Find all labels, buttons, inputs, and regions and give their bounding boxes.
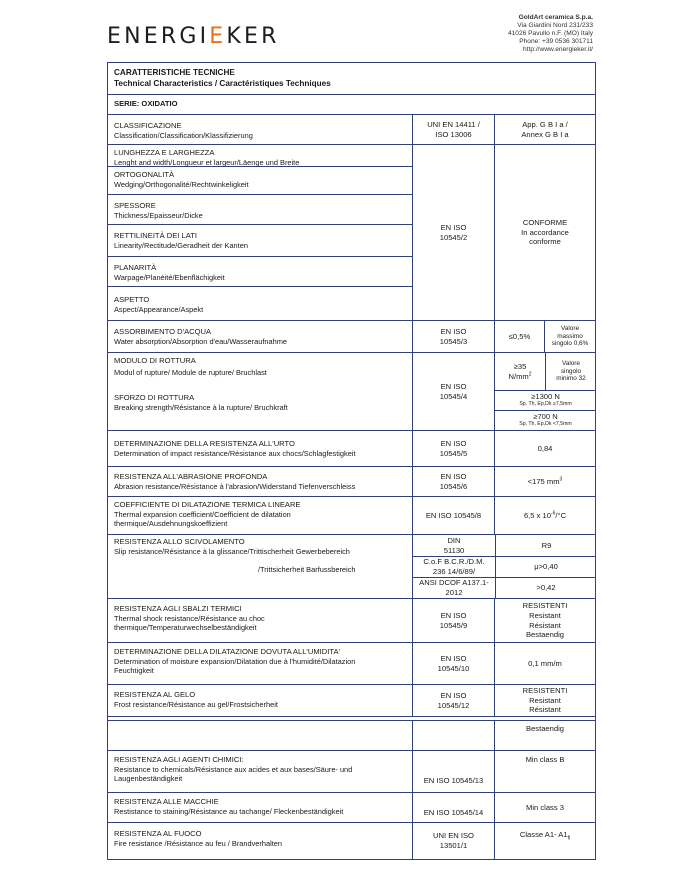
company-address-1: Via Giardini Nord 231/233 [517,22,593,30]
rupture-norm-2: 10545/4 [439,391,468,401]
chemicals-value: Min class B [494,751,595,792]
thermal-shock-norm-2: 10545/9 [439,620,468,630]
abrasion-norm: EN ISO [440,471,467,481]
abrasion-title: RESISTENZA ALL'ABRASIONE PROFONDA [114,472,268,481]
fire-norm-2: 13501/1 [439,841,468,850]
water-note-1: Valore [561,325,579,333]
thermal-shock-norm: EN ISO [440,610,467,620]
classification-norm-2: ISO 13006 [435,129,472,139]
classification-value: App. G B I a / [522,119,568,129]
moisture-sub-2: Feuchtigkeit [114,666,154,676]
aspect-title: ASPETTO [114,295,150,304]
abrasion-value-exp: 3 [559,476,563,483]
frost-row [108,685,595,717]
moisture-title: DETERMINAZIONE DELLA DILATAZIONE DOVUTA ALL'UMIDITA' [114,647,340,656]
dimensional-norm: EN ISO [440,222,467,232]
frost-value-3: Résistant [529,705,561,715]
thermal-shock-value-3: Résistant [529,620,561,630]
breaking-cond-2: Sp, Th, Ep,Dk <7,5mm [519,421,572,427]
slip-title: RESISTENZA ALLO SCIVOLAMENTO [114,537,245,546]
rupture-norm: EN ISO [440,381,467,391]
company-name: GoldArt ceramica S.p.a. [518,14,593,21]
orthogonality-title: ORTOGONALITÀ [114,170,175,179]
water-sub: Water absorption/Absorption d'eau/Wasseraufnahme [114,336,287,346]
classification-norm: UNI EN 14411 / [427,119,480,129]
rupture-group [108,353,595,431]
slip-norm-3b: 2012 [445,588,463,597]
thermal-shock-value-1: RESISTENTI [522,601,568,611]
thickness-sub: Thickness/Epaisseur/Dicke [114,210,203,220]
abrasion-norm-2: 10545/6 [439,481,468,491]
water-title: ASSORBIMENTO D'ACQUA [114,327,212,336]
fire-value-sub: fl [567,835,571,842]
slip-value-3: >0,42 [495,577,596,598]
rupture-note-3: minimo 32 [556,375,586,383]
impact-norm-2: 10545/5 [439,448,468,458]
planarity-title: PLANARITÀ [114,263,157,272]
chemicals-row [108,751,595,793]
chemicals-sub: Resistance to chemicals/Résistance aux acides et aux bases/Säure- und [114,764,353,774]
thermal-expansion-value: 6,5 x 10 [523,510,551,520]
classification-sub: Classification/Classification/Klassifizierung [114,130,253,140]
moisture-sub: Determination of moisture expansion/Dilatation due à l'humidité/Dilatazion [114,656,356,666]
breaking-cond-1: Sp, Th, Ep,Dk ≥7,5mm [519,401,572,407]
thermal-expansion-sub-2: thermique/Ausdehnungskoeffizient [114,519,228,529]
breaking-value-1: ≥1300 N [531,392,560,401]
chemicals-sub-2: Laugenbeständigkeit [114,774,183,784]
thermal-expansion-row [108,497,595,535]
rupture-note-2: singolo [560,367,582,375]
dimensional-value: CONFORME [522,218,568,228]
thermal-expansion-norm: EN ISO 10545/8 [412,497,494,534]
classification-row [108,115,595,145]
company-url[interactable]: http://www.energieker.it/ [523,46,593,54]
sheet-title-row [108,63,595,95]
thermal-expansion-sub: Thermal expansion coefficient/Coefficient de dilatation [114,509,291,519]
moisture-value: 0,1 mm/m [494,643,595,684]
slip-value-1: R9 [495,535,597,556]
thermal-shock-value-2: Resistant [529,610,561,620]
water-note-3: singolo 0,6% [551,340,589,348]
stains-sub: Restistance to staining/Résistance au tachange/ Fleckenbeständigkeit [114,806,344,816]
orthogonality-sub: Wedging/Orthogonalité/Rechtwinkeligkeit [114,179,249,189]
breaking-value-2: ≥700 N [533,412,558,421]
fire-row [108,823,595,859]
stains-norm: EN ISO 10545/14 [412,793,494,822]
fire-title: RESISTENZA AL FUOCO [114,829,202,838]
straightness-title: RETTILINEITÀ DEI LATI [114,231,197,240]
sheet-title-it: CARATTERISTICHE TECNICHE [114,68,235,77]
length-title: LUNGHEZZA E LARGHEZZA [114,148,215,157]
classification-value-2: Annex G B I a [521,129,569,139]
length-row [108,145,412,167]
abrasion-value: <175 mm [527,476,560,486]
fire-value: Classe A1- A1 [519,830,568,839]
dimensional-value-2: In accordance [521,227,569,237]
dimensional-value-3: conforme [529,237,561,247]
water-norm: EN ISO [440,326,467,336]
orthogonality-row [108,167,412,195]
chemicals-norm: EN ISO 10545/13 [412,751,494,792]
company-info [393,14,593,54]
breaking-title: SFORZO DI ROTTURA [114,393,195,402]
breaking-sub: Breaking strength/Résistance à la rupture/ Bruchkraft [114,402,288,412]
thermal-expansion-unit: /°C [555,510,567,520]
stains-title: RESISTENZA ALLE MACCHIE [114,797,219,806]
abrasion-row [108,467,595,497]
thickness-title: SPESSORE [114,201,156,210]
thermal-shock-value-4: Bestaendig [525,630,564,640]
impact-norm: EN ISO [440,438,467,448]
sheet-title-en: Technical Characteristics / Caractéristiques Techniques [114,78,331,88]
water-value: ≤0,5% [494,321,544,352]
thermal-shock-sub: Thermal shock resistance/Résistance au choc [114,613,265,623]
chemicals-title: RESISTENZA AGLI AGENTI CHIMICI: [114,755,244,764]
thermal-expansion-title: COEFFICIENTE DI DILATAZIONE TERMICA LINEARE [114,500,301,509]
slip-row [108,535,595,599]
rupture-value: ≥35 [513,361,527,371]
series-label: SERIE: OXIDATIO [114,99,178,108]
slip-norm-1b: 51130 [443,545,465,555]
frost-norm: EN ISO [440,690,467,700]
series-row [108,95,595,115]
dimensional-group [108,145,595,321]
slip-norm-2b: 236 14/6/89/ [432,567,476,576]
frost-sub: Frost resistance/Résistance au gel/Frostsicherheit [114,699,278,709]
company-address-2: 41026 Pavullo n.F. (MO) Italy [507,30,593,38]
thermal-expansion-exp: -6 [550,510,556,517]
impact-title: DETERMINAZIONE DELLA RESISTENZA ALL'URTO [114,439,295,448]
frost-value-2: Resistant [529,695,561,705]
impact-row [108,431,595,467]
slip-sub-2: /Trittsicherheit Barfussbereich [258,565,356,574]
rupture-note-1: Valore [561,360,580,368]
rupture-row [108,353,412,389]
aspect-row [108,287,412,321]
length-sub: Lenght and width/Longueur et largeur/Läenge und Breite [114,157,300,167]
moisture-row [108,643,595,685]
frost-value-1: RESISTENTI [522,686,568,696]
aspect-sub: Aspect/Appearance/Aspekt [114,304,204,314]
dimensional-norm-2: 10545/2 [439,232,468,242]
rupture-unit: N/mm [508,371,529,381]
moisture-norm-2: 10545/10 [437,663,470,673]
stains-row [108,793,595,823]
water-norm-2: 10545/3 [439,336,468,346]
straightness-row [108,225,412,257]
moisture-norm: EN ISO [440,653,467,663]
stains-value: Min class 3 [494,793,595,822]
straightness-sub: Linearity/Rectitude/Geradheit der Kanten [114,240,248,250]
frost-cont-value: Bestaendig [494,721,595,750]
fire-norm: UNI EN ISO [433,831,474,841]
frost-norm-2: 10545/12 [437,700,470,710]
thermal-shock-title: RESISTENZA AGLI SBALZI TERMICI [114,604,242,613]
technical-sheet [107,62,596,860]
breaking-row [108,393,412,429]
planarity-row [108,257,412,287]
rupture-sub: Modul of rupture/ Module de rupture/ Bruchlast [114,367,267,377]
classification-title: CLASSIFICAZIONE [114,121,182,130]
thermal-shock-sub-2: thermique/Temperaturwechselbeständigkeit [114,623,257,633]
logo-accent-letter: E [209,24,227,49]
thermal-shock-row [108,599,595,643]
water-note-2: massimo [557,332,583,340]
impact-value: 0,84 [494,431,595,466]
brand-logo: ENERGIEKER [107,24,280,49]
slip-norm-1: DIN [447,535,461,545]
rupture-unit-exp: 2 [528,370,532,377]
slip-sub: Slip resistance/Résistance à la glissance/Trittischerheit Gewerbebereich [114,546,350,556]
frost-title: RESISTENZA AL GELO [114,690,196,699]
slip-value-2: μ>0,40 [495,556,596,577]
planarity-sub: Warpage/Planéité/Ebenflächigkeit [114,272,225,282]
abrasion-sub: Abrasion resistance/Résistance à l'abrasion/Widerstand Tiefenverschleiss [114,481,356,491]
company-phone: Phone: +39 0536 301711 [519,38,593,46]
slip-norm-3: ANSI DCOF A137.1- [419,578,489,588]
thickness-row [108,195,412,225]
impact-sub: Determination of impact resistance/Résistance aux chocs/Schlagfestigkeit [114,448,356,458]
rupture-title: MODULO DI ROTTURA [114,356,196,365]
fire-sub: Fire resistance /Résistance au feu / Brandverhalten [114,838,283,848]
water-row [108,321,595,353]
frost-cont-row [108,721,595,751]
slip-norm-2: C.o.F B.C.R./D.M. [423,557,485,567]
